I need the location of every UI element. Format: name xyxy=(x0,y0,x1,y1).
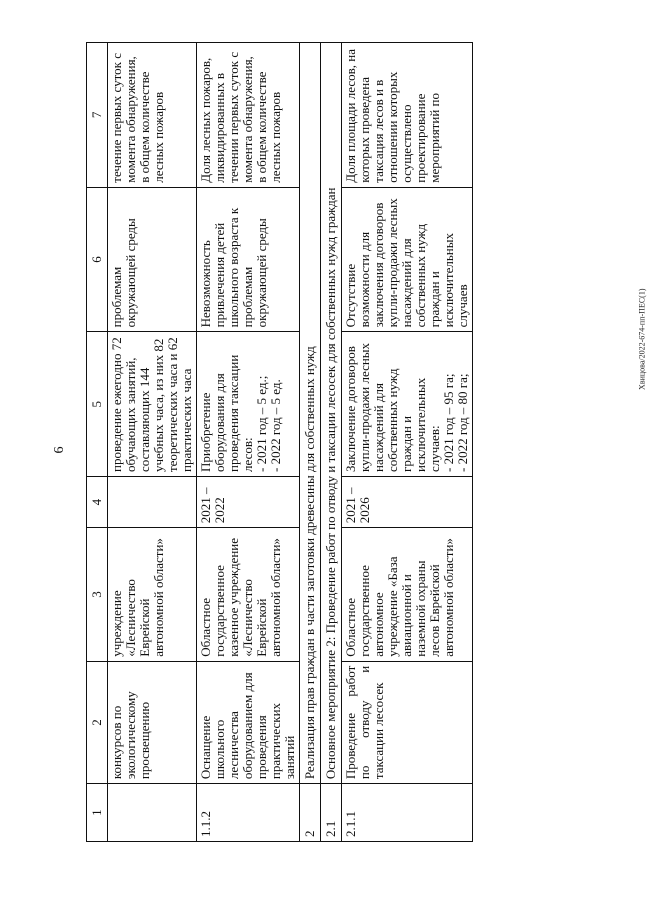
header-cell: 6 xyxy=(87,187,108,332)
activity-name: Оснащение школьного лесничества оборудованием для проведения практических занятий xyxy=(197,661,300,783)
document-sheet xyxy=(86,42,616,842)
program-table xyxy=(86,42,473,842)
table-row xyxy=(197,43,300,842)
section-row xyxy=(300,43,321,842)
section-title: Реализация прав граждан в части заготовки древесины для собственных нужд xyxy=(300,43,321,784)
activity-name: конкурсов по экологическому просвещению xyxy=(108,661,197,783)
rotated-table-wrapper xyxy=(86,42,616,842)
row-number: 2.1.1 xyxy=(342,784,473,842)
section-title: Основное мероприятие 2: Проведение работ по отводу и таксации лесосек для собственных нужд граждан xyxy=(321,43,342,784)
footer-code: Хвицова/2022-674-пп-ПЕС(1) xyxy=(637,288,647,390)
period: 2021 – 2022 xyxy=(197,477,300,528)
expected-result: Заключение договоров купли-продажи лесных насаждений для собственных нужд граждан и исключительных случаев: - 2021 год – 95 га; - 2022 год – 80 га; xyxy=(342,332,473,477)
page-number: 6 xyxy=(52,446,67,454)
section-number: 2.1 xyxy=(321,784,342,842)
period: 2021 – 2026 xyxy=(342,477,473,528)
section-number: 2 xyxy=(300,784,321,842)
executor: учреждение «Лесничество Еврейской автономной области» xyxy=(108,528,197,662)
header-cell: 4 xyxy=(87,477,108,528)
consequences: Отсутствие возможности для заключения договоров купли-продажи лесных насаждений для собственных нужд граждан и исключительных случаев xyxy=(342,187,473,332)
section-row xyxy=(321,43,342,842)
header-cell: 7 xyxy=(87,43,108,188)
consequences: Невозможность привлечения детей школьного возраста к проблемам окружающей среды xyxy=(197,187,300,332)
row-number: 1.1.2 xyxy=(197,784,300,842)
header-cell: 1 xyxy=(87,784,108,842)
table-row xyxy=(108,43,197,842)
period xyxy=(108,477,197,528)
executor: Областное государственное автономное учреждение «База авиационной и наземной охраны лесов Еврейской автономной области» xyxy=(342,528,473,662)
header-cell: 2 xyxy=(87,661,108,783)
consequences: проблемам окружающей среды xyxy=(108,187,197,332)
activity-name: Проведение работ по отводу и таксации лесосек xyxy=(342,661,473,783)
indicator: Доля лесных пожаров, ликвидированных в течении первых суток с момента обнаружения, в общем количестве лесных пожаров xyxy=(197,43,300,188)
executor: Областное государственное казенное учреждение «Лесничество Еврейской автономной области» xyxy=(197,528,300,662)
header-row xyxy=(87,43,108,842)
indicator: Доля площади лесов, на которых проведена таксация лесов и в отношении которых осуществлено проектирование мероприятий по xyxy=(342,43,473,188)
header-cell: 3 xyxy=(87,528,108,662)
expected-result: Приобретение оборудования для проведения таксации лесов: - 2021 год – 5 ед.; - 2022 год – 5 ед. xyxy=(197,332,300,477)
header-cell: 5 xyxy=(87,332,108,477)
indicator: течение первых суток с момента обнаружения, в общем количестве лесных пожаров xyxy=(108,43,197,188)
row-number xyxy=(108,784,197,842)
expected-result: проведение ежегодно 72 обучающих занятий, составляющих 144 учебных часа, из них 82 теоретических часа и 62 практических часа xyxy=(108,332,197,477)
table-row xyxy=(342,43,473,842)
